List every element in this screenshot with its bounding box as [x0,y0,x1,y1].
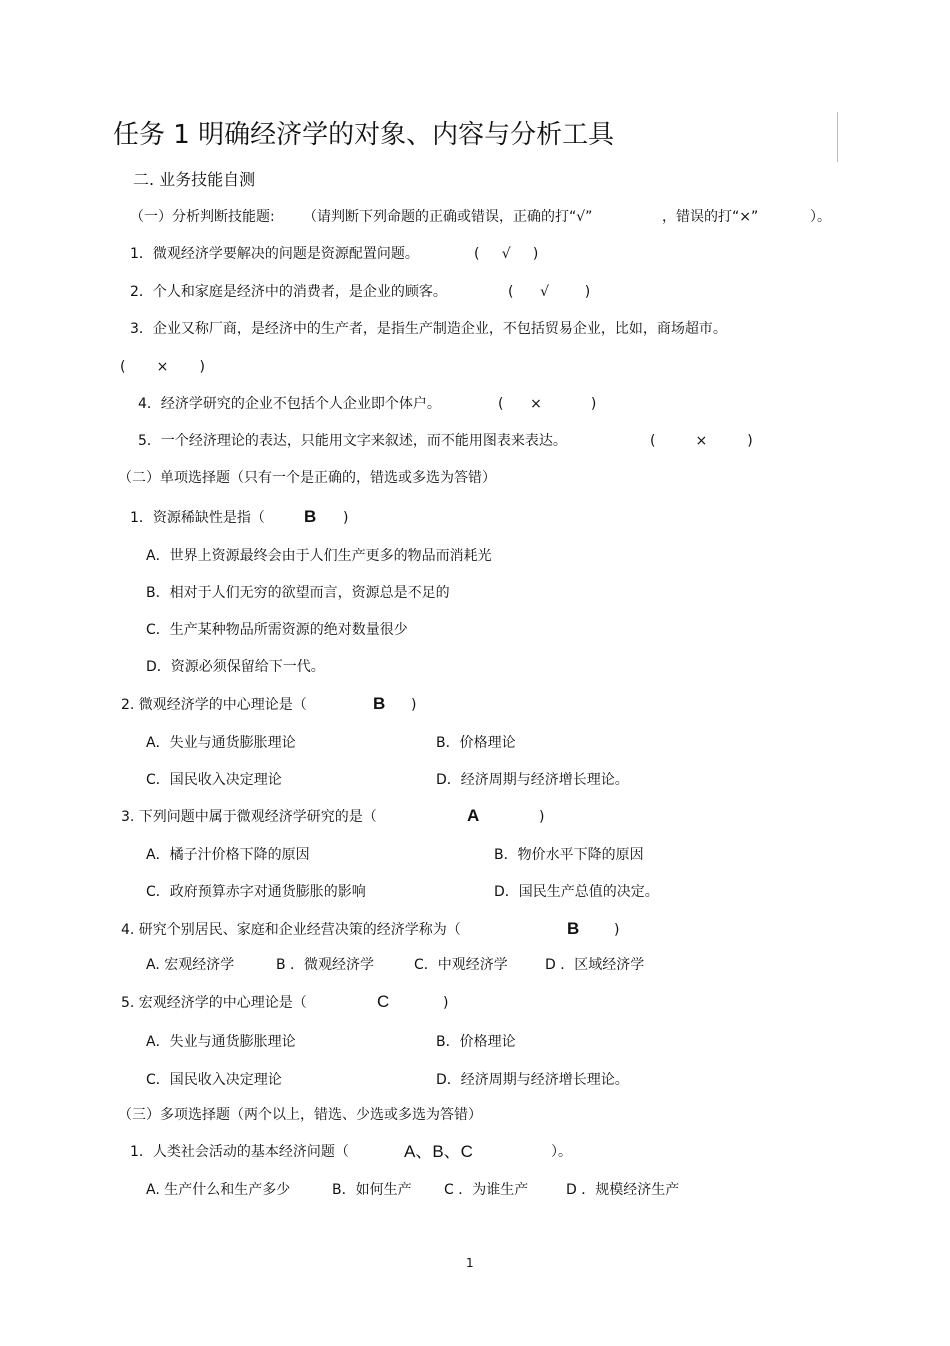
single-q4-option-b: B ．微观经济学 [276,957,375,973]
single-q5-option-c: C．国民收入决定理论 [146,1072,282,1088]
single-heading: （二）单项选择题（只有一个是正确的，错选或多选为答错） [118,470,496,486]
single-q1-answer: B [304,507,317,526]
single-q3-close: ) [539,809,545,825]
single-q1-option-a: A．世界上资源最终会由于人们生产更多的物品而消耗光 [146,548,492,564]
multi-q1-option-c: C ．为谁生产 [444,1182,529,1198]
single-q2-option-b: B．价格理论 [436,735,516,751]
judge-paren-3: ( × ) [120,359,205,375]
section-heading: 二. 业务技能自测 [133,170,256,189]
single-q5-option-b: B．价格理论 [436,1034,516,1050]
single-q1-option-d: D．资源必须保留给下一代。 [146,659,325,675]
multi-q1-stem: 1．人类社会活动的基本经济问题（ [130,1144,349,1160]
judge-paren-1: ( √ ) [474,246,539,262]
single-q3-answer: A [467,806,480,825]
single-q5-option-a: A．失业与通货膨胀理论 [146,1034,296,1050]
single-q5-stem: 5. 宏观经济学的中心理论是（ [121,995,307,1011]
single-q3-option-c: C．政府预算赤字对通货膨胀的影响 [146,884,366,900]
single-q1-option-b: B．相对于人们无穷的欲望而言，资源总是不足的 [146,585,450,601]
margin-rule [837,112,838,162]
judge-mark-5: × [695,433,708,449]
single-q4-option-c: C．中观经济学 [414,957,508,973]
judge-heading-b: （请判断下列命题的正确或错误，正确的打“√” [303,209,593,225]
single-q3-option-b: B．物价水平下降的原因 [494,847,644,863]
judge-mark-1: √ [501,246,511,262]
judge-item-2: 2．个人和家庭是经济中的消费者，是企业的顾客。 [130,284,447,300]
judge-paren-4: ( × ) [498,396,597,412]
multi-q1-option-b: B．如何生产 [332,1182,412,1198]
judge-paren-5: ( × ) [650,433,753,449]
judge-item-4: 4．经济学研究的企业不包括个人企业即个体户。 [138,396,441,412]
page-number: 1 [466,1256,474,1270]
single-q2-stem: 2. 微观经济学的中心理论是（ [121,697,307,713]
judge-item-1: 1．微观经济学要解决的问题是资源配置问题。 [130,246,419,262]
multi-heading: （三）多项选择题（两个以上，错选、少选或多选为答错） [118,1107,482,1123]
judge-mark-4: × [530,396,542,412]
single-q2-option-c: C．国民收入决定理论 [146,772,282,788]
judge-mark-2: √ [540,284,550,300]
judge-heading-d: ）。 [810,209,831,225]
single-q5-answer: C [377,992,390,1011]
single-q2-option-d: D．经济周期与经济增长理论。 [436,772,629,788]
single-q1-stem: 1．资源稀缺性是指（ [130,510,265,526]
single-q4-answer: B [567,919,580,938]
single-q5-option-d: D．经济周期与经济增长理论。 [436,1072,629,1088]
page-title: 任务 1 明确经济学的对象、内容与分析工具 [113,120,615,150]
single-q4-close: ) [614,922,620,938]
single-q3-option-d: D．国民生产总值的决定。 [494,884,659,900]
judge-mark-3: × [156,359,169,375]
single-q2-option-a: A．失业与通货膨胀理论 [146,735,296,751]
single-q2-close: ) [411,697,417,713]
multi-q1-option-d: D ．规模经济生产 [566,1182,680,1198]
single-q5-close: ) [443,995,449,1011]
judge-heading-c: ，错误的打“×” [662,209,759,225]
multi-q1-end: ）。 [551,1144,572,1160]
judge-paren-2: ( √ ) [508,284,591,300]
single-q4-stem: 4. 研究个别居民、家庭和企业经营决策的经济学称为（ [121,922,461,938]
single-q1-option-c: C．生产某种物品所需资源的绝对数量很少 [146,622,408,638]
judge-item-5: 5．一个经济理论的表达，只能用文字来叙述，而不能用图表来表达。 [138,433,567,449]
single-q3-stem: 3. 下列问题中属于微观经济学研究的是（ [121,809,377,825]
single-q1-close: ) [343,510,349,526]
judge-item-3: 3．企业又称厂商，是经济中的生产者，是指生产制造企业，不包括贸易企业，比如，商场超市。 [130,321,727,337]
single-q3-option-a: A．橘子汁价格下降的原因 [146,847,310,863]
multi-q1-option-a: A. 生产什么和生产多少 [146,1182,291,1198]
single-q2-answer: B [373,694,386,713]
judge-heading-a: （一）分析判断技能题: [130,209,275,225]
multi-q1-answer: A、B、C [404,1142,473,1161]
single-q4-option-d: D ．区域经济学 [545,957,645,973]
single-q4-option-a: A. 宏观经济学 [146,957,235,973]
